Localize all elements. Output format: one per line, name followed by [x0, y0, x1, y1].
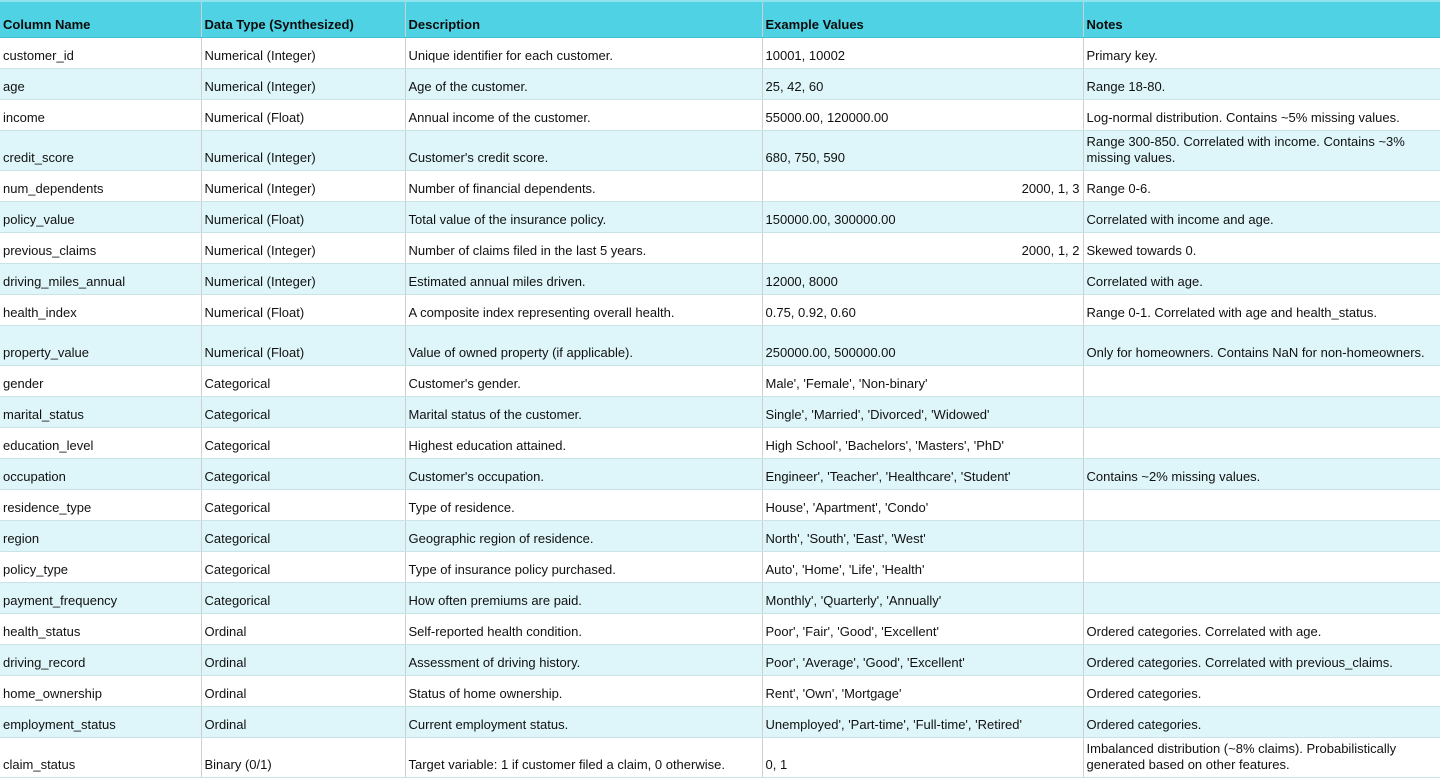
cell-example-values[interactable]: 0.75, 0.92, 0.60	[762, 295, 1083, 326]
cell-notes[interactable]: Range 18-80.	[1083, 69, 1440, 100]
table-row	[0, 100, 1440, 131]
table-row	[0, 326, 1440, 366]
cell-example-values[interactable]: 250000.00, 500000.00	[762, 326, 1083, 366]
cell-notes[interactable]: Only for homeowners. Contains NaN for non-homeowners.	[1083, 326, 1440, 366]
cell-column-name[interactable]: customer_id	[0, 38, 201, 69]
cell-data-type[interactable]: Categorical	[201, 459, 405, 490]
cell-column-name[interactable]: education_level	[0, 428, 201, 459]
cell-data-type[interactable]: Numerical (Integer)	[201, 264, 405, 295]
cell-description[interactable]: Target variable: 1 if customer filed a claim, 0 otherwise.	[405, 738, 762, 778]
cell-data-type[interactable]: Categorical	[201, 490, 405, 521]
cell-example-values[interactable]: 0, 1	[762, 738, 1083, 778]
table-row	[0, 552, 1440, 583]
cell-notes[interactable]	[1083, 583, 1440, 614]
cell-column-name[interactable]: health_status	[0, 614, 201, 645]
cell-data-type[interactable]: Numerical (Integer)	[201, 171, 405, 202]
cell-description[interactable]: Annual income of the customer.	[405, 100, 762, 131]
cell-example-values[interactable]: Poor', 'Fair', 'Good', 'Excellent'	[762, 614, 1083, 645]
cell-description[interactable]: Unique identifier for each customer.	[405, 38, 762, 69]
cell-notes[interactable]: Range 0-6.	[1083, 171, 1440, 202]
cell-example-values[interactable]: North', 'South', 'East', 'West'	[762, 521, 1083, 552]
cell-data-type[interactable]: Numerical (Integer)	[201, 69, 405, 100]
cell-description[interactable]: Self-reported health condition.	[405, 614, 762, 645]
cell-notes[interactable]: Correlated with income and age.	[1083, 202, 1440, 233]
cell-data-type[interactable]: Ordinal	[201, 614, 405, 645]
cell-example-values[interactable]: 25, 42, 60	[762, 69, 1083, 100]
cell-description[interactable]: Number of claims filed in the last 5 years.	[405, 233, 762, 264]
cell-notes[interactable]: Contains ~2% missing values.	[1083, 459, 1440, 490]
cell-column-name[interactable]: residence_type	[0, 490, 201, 521]
table-row	[0, 397, 1440, 428]
cell-column-name[interactable]: num_dependents	[0, 171, 201, 202]
cell-example-values[interactable]: 55000.00, 120000.00	[762, 100, 1083, 131]
header-example-values[interactable]: Example Values	[762, 1, 1083, 38]
cell-column-name[interactable]: driving_record	[0, 645, 201, 676]
cell-example-values[interactable]: Engineer', 'Teacher', 'Healthcare', 'Student'	[762, 459, 1083, 490]
cell-description[interactable]: Geographic region of residence.	[405, 521, 762, 552]
cell-example-values[interactable]: Auto', 'Home', 'Life', 'Health'	[762, 552, 1083, 583]
cell-column-name[interactable]: previous_claims	[0, 233, 201, 264]
cell-notes[interactable]: Range 300-850. Correlated with income. Contains ~3% missing values.	[1083, 131, 1440, 171]
cell-notes[interactable]: Ordered categories.	[1083, 707, 1440, 738]
table-row	[0, 202, 1440, 233]
cell-description[interactable]: Type of residence.	[405, 490, 762, 521]
table-row	[0, 366, 1440, 397]
cell-example-values[interactable]: House', 'Apartment', 'Condo'	[762, 490, 1083, 521]
cell-example-values[interactable]: Unemployed', 'Part-time', 'Full-time', 'Retired'	[762, 707, 1083, 738]
header-row	[0, 1, 1440, 38]
cell-data-type[interactable]: Categorical	[201, 428, 405, 459]
cell-data-type[interactable]: Numerical (Integer)	[201, 233, 405, 264]
cell-notes[interactable]: Range 0-1. Correlated with age and health_status.	[1083, 295, 1440, 326]
cell-notes[interactable]	[1083, 397, 1440, 428]
cell-column-name[interactable]: gender	[0, 366, 201, 397]
table-row	[0, 69, 1440, 100]
header-data-type[interactable]: Data Type (Synthesized)	[201, 1, 405, 38]
cell-notes[interactable]: Correlated with age.	[1083, 264, 1440, 295]
cell-data-type[interactable]: Numerical (Float)	[201, 326, 405, 366]
cell-description[interactable]: Number of financial dependents.	[405, 171, 762, 202]
cell-notes[interactable]	[1083, 428, 1440, 459]
cell-data-type[interactable]: Numerical (Integer)	[201, 38, 405, 69]
table-row	[0, 131, 1440, 171]
cell-column-name[interactable]: occupation	[0, 459, 201, 490]
cell-description[interactable]: Customer's credit score.	[405, 131, 762, 171]
cell-column-name[interactable]: policy_type	[0, 552, 201, 583]
cell-data-type[interactable]: Ordinal	[201, 645, 405, 676]
cell-column-name[interactable]: property_value	[0, 326, 201, 366]
cell-data-type[interactable]: Categorical	[201, 521, 405, 552]
header-notes[interactable]: Notes	[1083, 1, 1440, 38]
cell-notes[interactable]	[1083, 366, 1440, 397]
cell-column-name[interactable]: region	[0, 521, 201, 552]
cell-description[interactable]: Estimated annual miles driven.	[405, 264, 762, 295]
cell-data-type[interactable]: Numerical (Float)	[201, 100, 405, 131]
table-row	[0, 707, 1440, 738]
cell-data-type[interactable]: Numerical (Integer)	[201, 131, 405, 171]
cell-notes[interactable]: Imbalanced distribution (~8% claims). Probabilistically generated based on other features.	[1083, 738, 1440, 778]
cell-description[interactable]: Age of the customer.	[405, 69, 762, 100]
cell-column-name[interactable]: marital_status	[0, 397, 201, 428]
cell-column-name[interactable]: age	[0, 69, 201, 100]
cell-notes[interactable]	[1083, 552, 1440, 583]
cell-example-values[interactable]: Poor', 'Average', 'Good', 'Excellent'	[762, 645, 1083, 676]
cell-notes[interactable]: Ordered categories. Correlated with previous_claims.	[1083, 645, 1440, 676]
cell-notes[interactable]: Primary key.	[1083, 38, 1440, 69]
cell-description[interactable]: Assessment of driving history.	[405, 645, 762, 676]
table-row	[0, 676, 1440, 707]
cell-example-values[interactable]: 10001, 10002	[762, 38, 1083, 69]
cell-notes[interactable]	[1083, 490, 1440, 521]
cell-description[interactable]: Customer's gender.	[405, 366, 762, 397]
table-row	[0, 645, 1440, 676]
cell-data-type[interactable]: Numerical (Float)	[201, 295, 405, 326]
cell-column-name[interactable]: payment_frequency	[0, 583, 201, 614]
cell-notes[interactable]: Log-normal distribution. Contains ~5% missing values.	[1083, 100, 1440, 131]
cell-column-name[interactable]: health_index	[0, 295, 201, 326]
cell-example-values[interactable]: Monthly', 'Quarterly', 'Annually'	[762, 583, 1083, 614]
cell-column-name[interactable]: credit_score	[0, 131, 201, 171]
cell-notes[interactable]: Skewed towards 0.	[1083, 233, 1440, 264]
cell-description[interactable]: How often premiums are paid.	[405, 583, 762, 614]
cell-description[interactable]: Highest education attained.	[405, 428, 762, 459]
table-row	[0, 264, 1440, 295]
cell-example-values[interactable]: Single', 'Married', 'Divorced', 'Widowed'	[762, 397, 1083, 428]
cell-column-name[interactable]: employment_status	[0, 707, 201, 738]
cell-data-type[interactable]: Binary (0/1)	[201, 738, 405, 778]
cell-description[interactable]: Value of owned property (if applicable).	[405, 326, 762, 366]
cell-data-type[interactable]: Ordinal	[201, 707, 405, 738]
cell-description[interactable]: Customer's occupation.	[405, 459, 762, 490]
table-row	[0, 295, 1440, 326]
cell-example-values[interactable]: 2000, 1, 3	[762, 171, 1083, 202]
cell-column-name[interactable]: claim_status	[0, 738, 201, 778]
cell-example-values[interactable]: High School', 'Bachelors', 'Masters', 'PhD'	[762, 428, 1083, 459]
cell-column-name[interactable]: policy_value	[0, 202, 201, 233]
cell-data-type[interactable]: Categorical	[201, 397, 405, 428]
cell-description[interactable]: Status of home ownership.	[405, 676, 762, 707]
table-row	[0, 614, 1440, 645]
cell-column-name[interactable]: home_ownership	[0, 676, 201, 707]
cell-data-type[interactable]: Categorical	[201, 583, 405, 614]
cell-example-values[interactable]: 12000, 8000	[762, 264, 1083, 295]
cell-description[interactable]: A composite index representing overall health.	[405, 295, 762, 326]
cell-example-values[interactable]: Rent', 'Own', 'Mortgage'	[762, 676, 1083, 707]
header-description[interactable]: Description	[405, 1, 762, 38]
table-row	[0, 171, 1440, 202]
cell-example-values[interactable]: Male', 'Female', 'Non-binary'	[762, 366, 1083, 397]
cell-data-type[interactable]: Ordinal	[201, 676, 405, 707]
table-row	[0, 428, 1440, 459]
cell-data-type[interactable]: Numerical (Float)	[201, 202, 405, 233]
table-row	[0, 38, 1440, 69]
table-row	[0, 738, 1440, 778]
table-row	[0, 490, 1440, 521]
cell-notes[interactable]	[1083, 521, 1440, 552]
cell-notes[interactable]: Ordered categories. Correlated with age.	[1083, 614, 1440, 645]
table-row	[0, 233, 1440, 264]
cell-example-values[interactable]: 2000, 1, 2	[762, 233, 1083, 264]
cell-data-type[interactable]: Categorical	[201, 366, 405, 397]
header-column-name[interactable]: Column Name	[0, 1, 201, 38]
cell-column-name[interactable]: driving_miles_annual	[0, 264, 201, 295]
cell-description[interactable]: Total value of the insurance policy.	[405, 202, 762, 233]
cell-description[interactable]: Type of insurance policy purchased.	[405, 552, 762, 583]
table-row	[0, 521, 1440, 552]
cell-description[interactable]: Marital status of the customer.	[405, 397, 762, 428]
cell-notes[interactable]: Ordered categories.	[1083, 676, 1440, 707]
cell-example-values[interactable]: 680, 750, 590	[762, 131, 1083, 171]
table-row	[0, 459, 1440, 490]
cell-example-values[interactable]: 150000.00, 300000.00	[762, 202, 1083, 233]
cell-data-type[interactable]: Categorical	[201, 552, 405, 583]
table-row	[0, 583, 1440, 614]
cell-description[interactable]: Current employment status.	[405, 707, 762, 738]
cell-column-name[interactable]: income	[0, 100, 201, 131]
